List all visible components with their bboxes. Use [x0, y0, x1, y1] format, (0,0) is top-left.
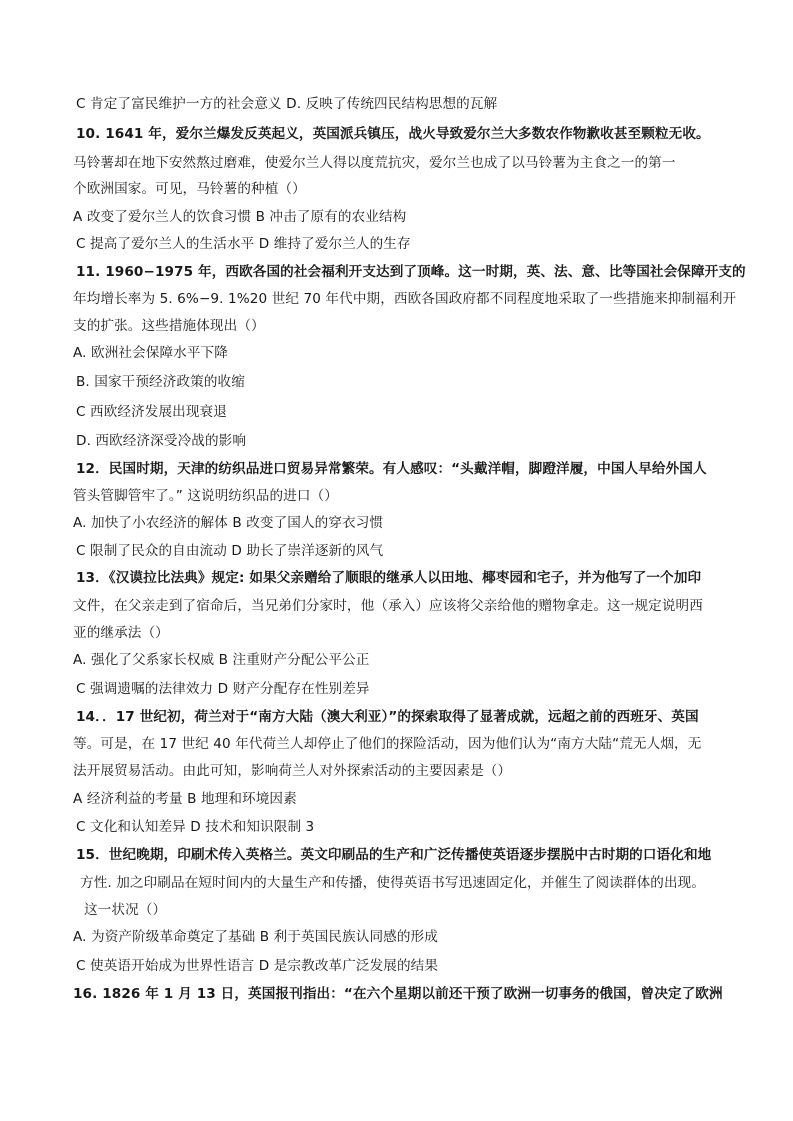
question-14-text: 等。可是，在 17 世纪 40 年代荷兰人却停止了他们的探险活动，因为他们认为“南方大陆“荒无人烟，无: [73, 736, 702, 752]
option-line: A. 欧洲社会保障水平下降: [73, 345, 228, 361]
option-line: A 改变了爱尔兰人的饮食习惯 B 冲击了原有的农业结构: [73, 209, 407, 225]
option-line: C 文化和认知差异 D 技术和知识限制 3: [76, 819, 315, 835]
option-line: A 经济利益的考量 B 地理和环境因素: [73, 791, 297, 807]
question-10-text: 马铃薯却在地下安然熬过磨难，使爱尔兰人得以度荒抗灾，爱尔兰也成了以马铃薯为主食之一的第一: [73, 155, 676, 171]
question-13-text: 亚的继承法（）: [73, 625, 169, 641]
option-line: B. 国家干预经济政策的收缩: [76, 374, 245, 390]
question-11-text: 年均增长率为 5. 6%−9. 1%20 世纪 70 年代中期，西欧各国政府都不同程度地采取了一些措施来抑制福利开: [73, 291, 737, 307]
option-line: C 提高了爱尔兰人的生活水平 D 维持了爱尔兰人的生存: [76, 236, 411, 252]
option-line: D. 西欧经济深受冷战的影响: [76, 433, 247, 449]
question-14-text: 法开展贸易活动。由此可知，影响荷兰人对外探索活动的主要因素是（）: [73, 763, 512, 779]
option-line: A. 强化了父系家长权威 B 注重财产分配公平公正: [73, 652, 370, 668]
question-11-text: 支的扩张。这些措施体现出（）: [73, 318, 265, 334]
option-line: C 限制了民众的自由流动 D 助长了崇洋逐新的风气: [76, 543, 384, 559]
question-15-text: 15．世纪晚期，印刷术传入英格兰。英文印刷品的生产和广泛传播使英语逐步摆脱中古时期的口语化和地: [76, 847, 712, 863]
question-16-text: 16. 1826 年 1 月 13 日，英国报刊指出：“在六个星期以前还干预了欧洲一切事务的俄国，曾决定了欧洲: [73, 986, 723, 1002]
option-line: A. 加快了小农经济的解体 B 改变了国人的穿衣习惯: [73, 515, 384, 531]
option-line: C 强调遗嘱的法律效力 D 财产分配存在性别差异: [76, 681, 370, 697]
question-15-text: 方性. 加之印刷品在短时间内的大量生产和传播，使得英语书写迅速固定化，并催生了阅读群体的出现。: [80, 875, 706, 891]
question-12-text: 12．民国时期，天津的纺织品进口贸易异常繁荣。有人感叹：“头戴洋帽，脚蹬洋履，中国人早给外国人: [76, 461, 707, 477]
question-13-text: 文件，在父亲走到了宿命后，当兄弟们分家时，他（承入）应该将父亲给他的赠物拿走。这一规定说明西: [73, 598, 703, 614]
option-line: A. 为资产阶级革命奠定了基础 B 利于英国民族认同感的形成: [73, 929, 438, 945]
question-11-text: 11. 1960−1975 年，西欧各国的社会福利开支达到了顶峰。这一时期，英、法、意、比等国社会保障开支的: [76, 264, 746, 280]
question-14-text: 14．．17 世纪初，荷兰对于“南方大陆（澳大利亚）”的探索取得了显著成就，远超之前的西班牙、英国: [76, 709, 699, 725]
question-10-text: 个欧洲国家。可见，马铃薯的种植（）: [73, 181, 306, 197]
question-10-text: 10. 1641 年，爱尔兰爆发反英起义，英国派兵镇压，战火导致爱尔兰大多数农作物歉收甚至颗粒无收。: [76, 126, 710, 142]
option-line: C 西欧经济发展出现衰退: [76, 404, 227, 420]
option-line: C 肯定了富民维护一方的社会意义 D. 反映了传统四民结构思想的瓦解: [76, 96, 498, 112]
question-13-text: 13．《汉谟拉比法典》规定: 如果父亲赠给了顺眼的继承人以田地、椰枣园和宅子，并为他写了一个加印: [76, 570, 702, 586]
question-15-text: 这一状况（）: [84, 902, 167, 918]
option-line: C 使英语开始成为世界性语言 D 是宗教改革广泛发展的结果: [76, 958, 439, 974]
question-12-text: 管头管脚管牢了。” 这说明纺织品的进口（）: [73, 488, 338, 504]
